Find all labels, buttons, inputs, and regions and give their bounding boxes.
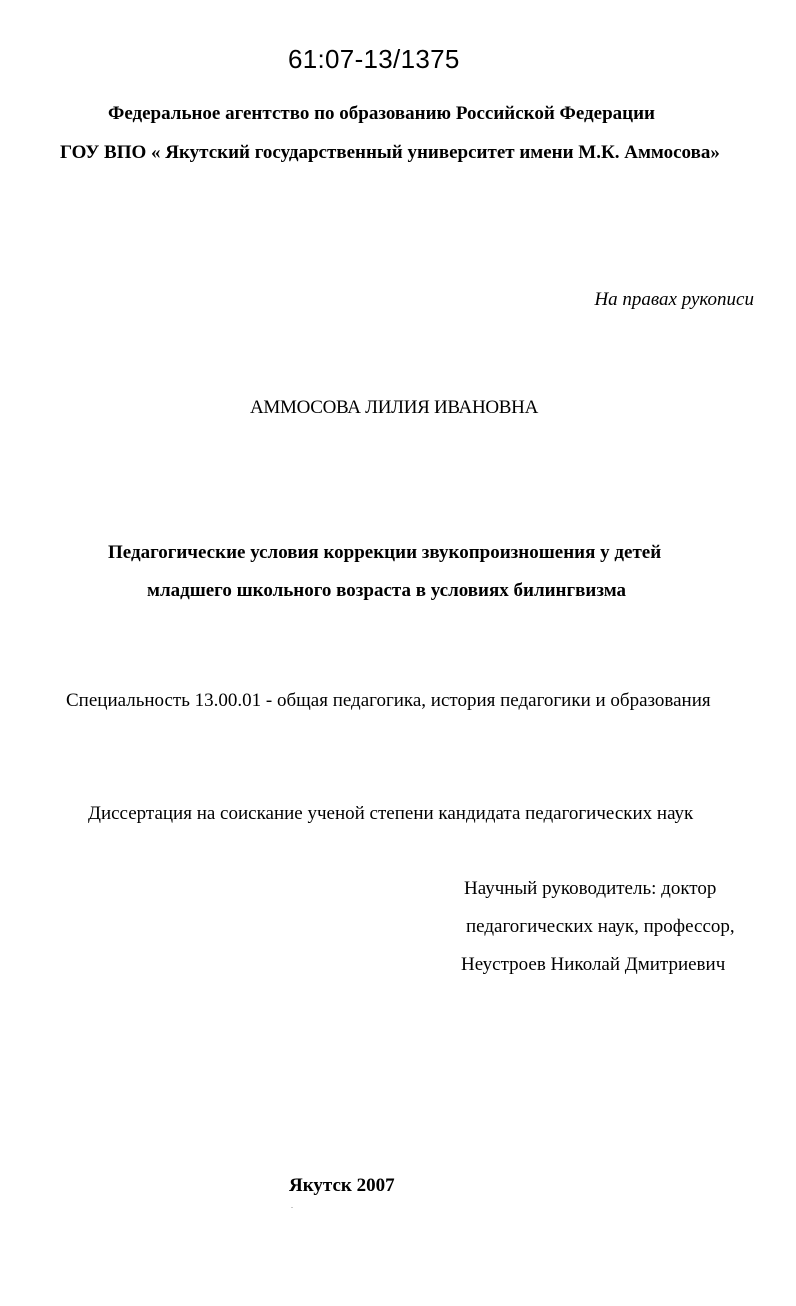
advisor-line-1: Научный руководитель: доктор [464,878,717,899]
city-year: Якутск 2007 [289,1175,395,1196]
agency-heading: Федеральное агентство по образованию Российской Федерации [108,103,656,124]
rights-note: На правах рукописи [594,289,754,310]
dissertation-title-line-1: Педагогические условия коррекции звукопроизношения у детей [108,542,662,563]
udc-code: 61:07-13/1375 [288,44,460,74]
advisor-line-3: Неустроев Николай Дмитриевич [461,954,726,975]
advisor-line-2: педагогических наук, профессор, [466,916,735,937]
university-heading: ГОУ ВПО « Якутский государственный университет имени М.К. Аммосова» [60,142,720,163]
scan-speck [291,1207,293,1208]
degree-statement: Диссертация на соискание ученой степени кандидата педагогических наук [88,803,694,824]
author-name: АММОСОВА ЛИЛИЯ ИВАНОВНА [250,397,539,418]
dissertation-title-line-2: младшего школьного возраста в условиях билингвизма [147,580,627,601]
specialty-line: Специальность 13.00.01 - общая педагогика, история педагогики и образования [66,690,711,711]
